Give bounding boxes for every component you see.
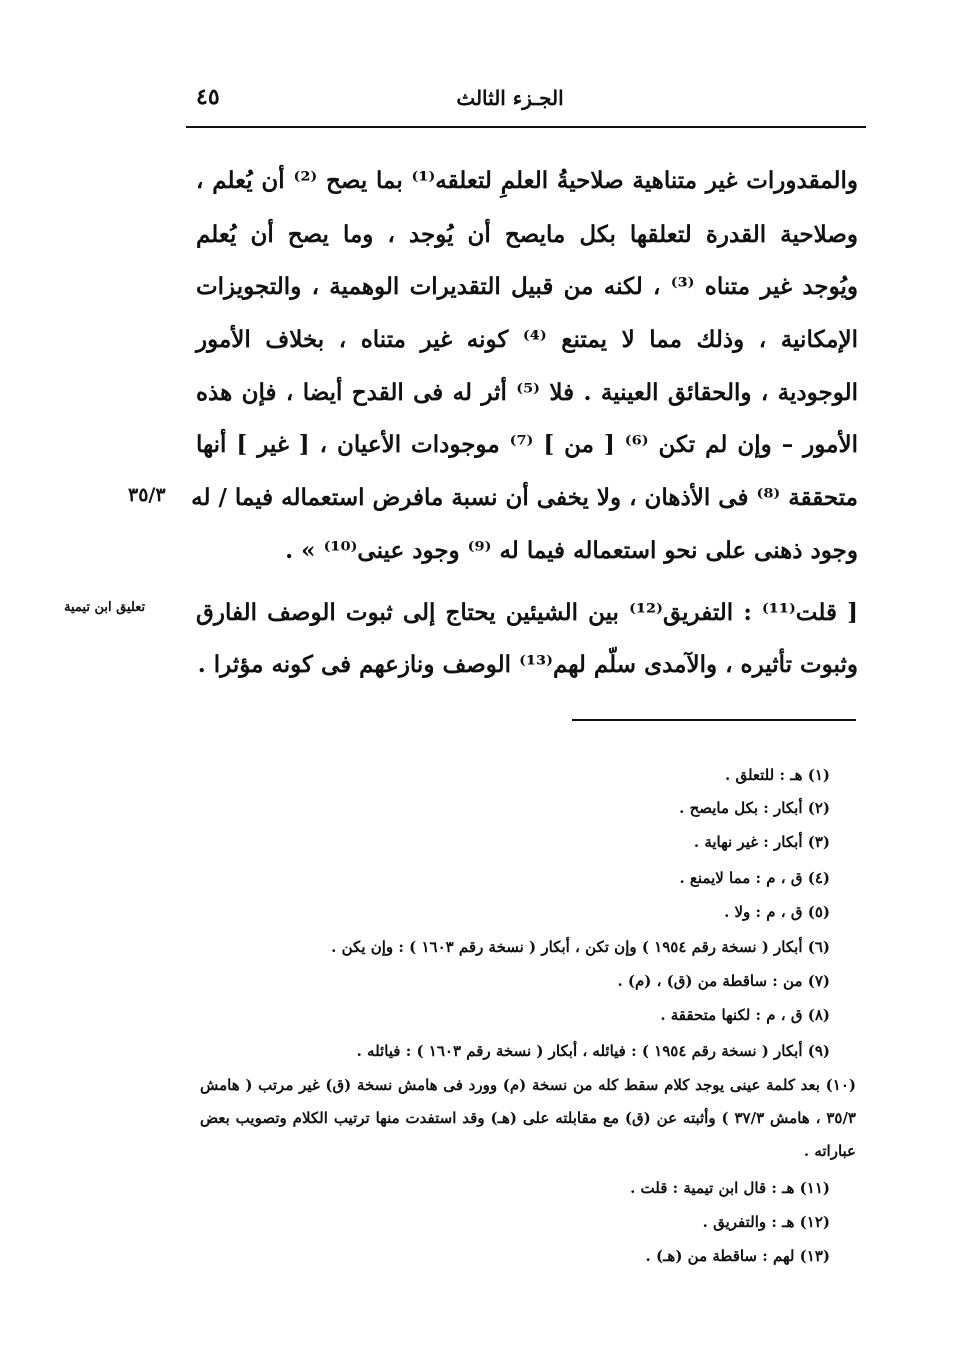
body-line: وجود ذهنى على نحو استعماله فيما له ⁽⁹⁾ وجود عينى⁽¹⁰⁾ » . [285,537,858,564]
footnote: (٩) أبكار ( نسخة رقم ١٩٥٤ ) : فيائله ، أبكار ( نسخة رقم ١٦٠٣ ) : فيائله . [356,1042,830,1060]
footnote: (٢) أبكار : بكل مايصح . [679,799,830,817]
body-line: متحققة ⁽⁸⁾ فى الأذهان ، ولا يخفى أن نسبة مافرض استعماله فيما / له [191,484,858,511]
footnote: (٨) ق ، م : لكنها متحققة . [660,1006,830,1024]
footnote: (١) هـ : للتعلق . [725,766,830,784]
running-title: الجـزء الثالث [456,86,564,110]
body-line: الأمور – وإن لم تكن ⁽⁶⁾ [ من ] ⁽⁷⁾ موجودات الأعيان ، [ غير ] أنها [196,431,858,458]
margin-page-reference: ٣٥/٣ [128,484,166,506]
footnote: (٣) أبكار : غير نهاية . [693,833,830,851]
body-line: الإمكانية ، وذلك مما لا يمتنع ⁽⁴⁾ كونه غير متناه ، بخلاف الأمور [196,326,858,353]
footnote: (٤) ق ، م : مما لايمنع . [679,869,830,887]
commentary-line: وثبوت تأثيره ، والآمدى سلّم لهم⁽¹³⁾ الوصف ونازعهم فى كونه مؤثرا . [197,651,858,678]
footnote: (١٣) لهم : ساقطة من (هـ) . [645,1247,830,1265]
footnote-continuation: ٣٥/٣ ، هامش ٣٧/٣ ) وأثبته عن (ق) مع مقابلته على (هـ) وقد استفدت منها ترتيب الكلام وتصويب بعض [200,1109,856,1127]
page-number: ٤٥ [196,84,220,110]
body-line: الوجودية ، والحقائق العينية . فلا ⁽⁵⁾ أثر له فى القدح أيضا ، فإن هذه [196,379,858,406]
footnote: (٥) ق ، م : ولا . [724,903,830,921]
body-line: وصلاحية القدرة لتعلقها بكل مايصح أن يُوجد ، وما يصح أن يُعلم [196,221,858,248]
footnote: (١١) هـ : قال ابن تيمية : قلت . [630,1179,830,1197]
footnote: (٧) من : ساقطة من (ق) ، (م) . [617,972,830,990]
margin-commentary-label: تعليق ابن تيمية [64,600,146,615]
commentary-line: [ قلت⁽¹¹⁾ : التفريق⁽¹²⁾ بين الشيئين يحتاج إلى ثبوت الوصف الفارق [196,599,859,626]
footnote: (٦) أبكار ( نسخة رقم ١٩٥٤ ) وإن تكن ، أبكار ( نسخة رقم ١٦٠٣ ) : وإن يكن . [331,938,830,956]
footnote-continuation: عباراته . [803,1142,856,1160]
body-line: ويُوجد غير متناه ⁽³⁾ ، لكنه من قبيل التقديرات الوهمية ، والتجويزات [196,273,858,300]
footnote: (١٢) هـ : والتفريق . [702,1213,830,1231]
body-line: والمقدورات غير متناهية صلاحيةُ العلمِ لتعلقه⁽¹⁾ بما يصح ⁽²⁾ أن يُعلم ، [196,167,859,194]
header-rule [186,126,866,128]
footnote-rule [572,719,856,721]
footnote: (١٠) بعد كلمة عينى يوجد كلام سقط كله من نسخة (م) وورد فى هامش نسخة (ق) غير مرتب ( هامش [200,1076,856,1094]
